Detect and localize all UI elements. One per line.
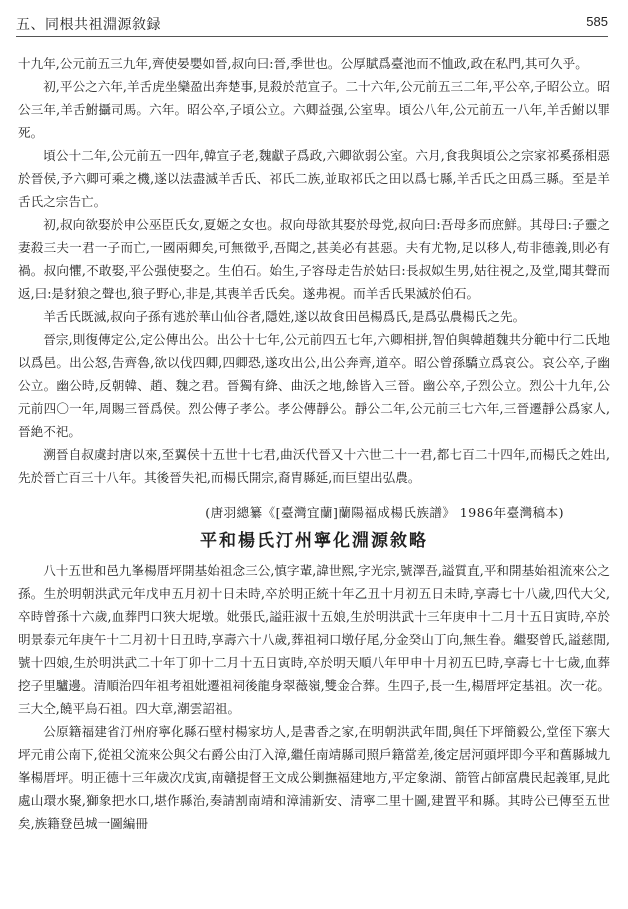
paragraph: 羊舌氏既滅,叔向子孫有逃於華山仙谷者,隱姓,遂以故食田邑楊爲氏,是爲弘農楊氏之先。 xyxy=(43,309,526,324)
chapter-title: 五、同根共祖淵源敘録 xyxy=(16,17,161,33)
paragraph: 初,平公之六年,羊舌虎坐欒盈出奔楚事,見殺於范宣子。二十六年,公元前五三二年,平公卒,子昭公立。昭公三年,羊舌鮒攝司馬。六年。昭公卒,子頃公立。六卿益强,公室卑。頃公八年,公元前五一八年,羊舌鮒以罪死。 xyxy=(18,79,610,140)
page-body xyxy=(18,52,610,899)
page-number: 585 xyxy=(586,14,608,29)
source-note: (唐羽總纂《[臺灣宜蘭]蘭陽福成楊氏族譜》 1986年臺灣稿本) xyxy=(205,505,564,520)
paragraph: 八十五世和邑九峯楊厝坪開基始祖念三公,慎字輩,諱世熙,字光宗,號澤吾,謚質直,平和開基始祖流來公之孫。生於明朝洪武元年戊申五月初十日未時,卒於明正統十年乙丑十月初五日未時,享壽七十八歲,四代大父,卒時曾孫十六歲,血葬門口狹大坭墩。妣張氏,謚莊淑十五娘,生於明洪武十三年庚申十二月十五日寅時,卒於明景泰元年庚午十二月初十日丑時,享壽六十八歲,葬祖祠口墩仔尾,分金癸山丁向,無生眷。繼娶曾氏,謚慈閒,號十四娘,生於明洪武二十年丁卯十二月十五日寅時,卒於明天順八年甲申十月初五巳時,享壽七十七歲,血葬挖子里驢邊。清順治四年祖考祖妣遷祖祠後龍身翠薇嶺,雙金合葬。生四子,長一生,楊厝坪定基祖。次一花。三大仝,饒平烏石祖。四大章,潮雲詔祖。 xyxy=(18,563,610,716)
paragraph: 十九年,公元前五三九年,齊使晏嬰如晉,叔向曰:晉,季世也。公厚賦爲臺池而不恤政,政在私門,其可久乎。 xyxy=(18,56,588,71)
paragraph: 頃公十二年,公元前五一四年,韓宣子老,魏獻子爲政,六卿欲弱公室。六月,食我與頃公之宗家祁奚孫相惡於晉侯,予六卿可乘之機,遂以法盡滅羊舌氏、祁氏二族,並取祁氏之田以爲七縣,羊舌氏之田爲三縣。至是羊舌氏之宗告亡。 xyxy=(18,148,610,209)
paragraph: 晉宗,則復傳定公,定公傳出公。出公十七年,公元前四五七年,六卿相拼,智伯與韓趙魏共分範中行二氏地以爲邑。出公怒,告齊魯,欲以伐四卿,四卿恐,遂攻出公,出公奔齊,道卒。昭公曾孫驕立爲哀公。哀公卒,子幽公立。幽公時,反朝韓、趙、魏之君。晉獨有絳、曲沃之地,餘皆入三晉。幽公卒,子烈公立。烈公十九年,公元前四〇一年,周賜三晉爲侯。烈公傳子孝公。孝公傳靜公。靜公二年,公元前三七六年,三晉遷靜公爲家人,晉絶不祀。 xyxy=(18,332,610,439)
page-header xyxy=(16,10,608,37)
paragraph: 初,叔向欲娶於申公巫臣氏女,夏姬之女也。叔向母欲其娶於母党,叔向曰:吾母多而庶鮮。其母曰:子靈之妻殺三夫一君一子而亡,一國兩卿矣,可無徵乎,吾聞之,甚美必有甚惡。夫有尤物,足以移人,苟非德義,則必有禍。叔向懼,不敢娶,平公强使娶之。生伯石。始生,子容母走告於姑曰:長叔姒生男,姑往視之,及堂,聞其聲而返,曰:是豺狼之聲也,狼子野心,非是,其喪羊舌氏矣。遂弗視。而羊舌氏果滅於伯石。 xyxy=(18,217,610,301)
paragraph: 溯晉自叔虞封唐以來,至翼侯十五世十七君,曲沃代晉又十六世二十一君,都七百二十四年,而楊氏之姓出,先於晉亡百三十八年。其後晉失祀,而楊氏開宗,裔胄縣延,而巨望出弘農。 xyxy=(18,447,610,485)
section-title: 平和楊氏汀州寧化淵源敘略 xyxy=(200,531,428,551)
paragraph: 公原籍福建省汀州府寧化縣石壁村楊家坊人,是書香之家,在明朝洪武年間,與任下坪簡毅公,堂侄下寨大坪元甫公南下,從祖父流來公與父右爵公由汀入漳,繼任南靖縣司照戶籍當差,後定居河頭坪即今平和舊縣城九峯楊厝坪。明正德十三年歲次戊寅,南贛提督王文成公剿撫福建地方,平定象湖、箭管占師富農民起義軍,見此處山環水聚,獅象把水口,堪作縣治,奏請割南靖和漳浦新安、清寧二里十圖,建置平和縣。其時公已傳至五世矣,族籍登邑城一圖編冊 xyxy=(18,724,610,831)
